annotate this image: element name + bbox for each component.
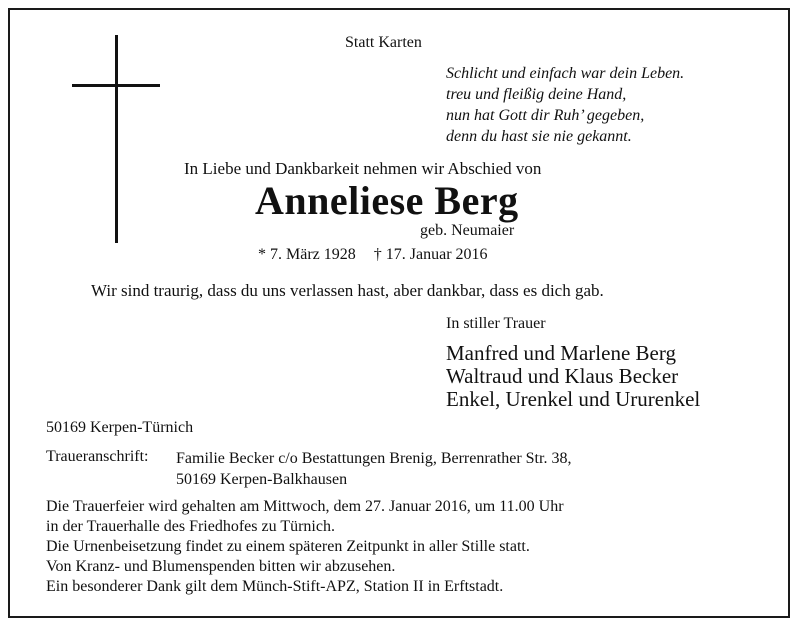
- intro-text: In Liebe und Dankbarkeit nehmen wir Abschied von: [184, 159, 542, 178]
- address-line: 50169 Kerpen-Balkhausen: [176, 471, 348, 488]
- note-line: Ein besonderer Dank gilt dem Münch-Stift-APZ, Station II in Erftstadt.: [46, 578, 504, 595]
- poem-line: treu und fleißig deine Hand,: [446, 86, 627, 103]
- address-line: Familie Becker c/o Bestattungen Brenig, Berrenrather Str. 38,: [176, 450, 572, 467]
- farewell-message: Wir sind traurig, dass du uns verlassen hast, aber dankbar, dass es dich gab.: [91, 281, 604, 300]
- note-line: in der Trauerhalle des Friedhofes zu Türnich.: [46, 518, 335, 535]
- poem-line: Schlicht und einfach war dein Leben.: [446, 65, 685, 82]
- poem-line: denn du hast sie nie gekannt.: [446, 128, 632, 145]
- mourner-name: Enkel, Urenkel und Ururenkel: [446, 387, 701, 411]
- note-line: Von Kranz- und Blumenspenden bitten wir abzusehen.: [46, 558, 396, 575]
- address-label: Traueranschrift:: [46, 448, 149, 465]
- statt-karten-text: Statt Karten: [345, 34, 422, 51]
- death-date: † 17. Januar 2016: [373, 246, 488, 263]
- birth-date: * 7. März 1928: [258, 246, 356, 263]
- service-notes: [46, 497, 564, 597]
- life-dates: [258, 246, 488, 264]
- mourning-address: [176, 448, 571, 490]
- mourners-heading: In stiller Trauer: [446, 315, 546, 332]
- location-text: 50169 Kerpen-Türnich: [46, 419, 194, 436]
- birth-name: geb. Neumaier: [420, 222, 515, 239]
- mourner-name: Waltraud und Klaus Becker: [446, 364, 679, 388]
- mourner-name: Manfred und Marlene Berg: [446, 341, 676, 365]
- mourners-list: [446, 342, 700, 411]
- note-line: Die Trauerfeier wird gehalten am Mittwoch, dem 27. Januar 2016, um 11.00 Uhr: [46, 498, 564, 515]
- deceased-name: Anneliese Berg: [255, 178, 519, 223]
- note-line: Die Urnenbeisetzung findet zu einem späteren Zeitpunkt in aller Stille statt.: [46, 538, 530, 555]
- poem-line: nun hat Gott dir Ruh’ gegeben,: [446, 107, 645, 124]
- poem: [446, 63, 684, 147]
